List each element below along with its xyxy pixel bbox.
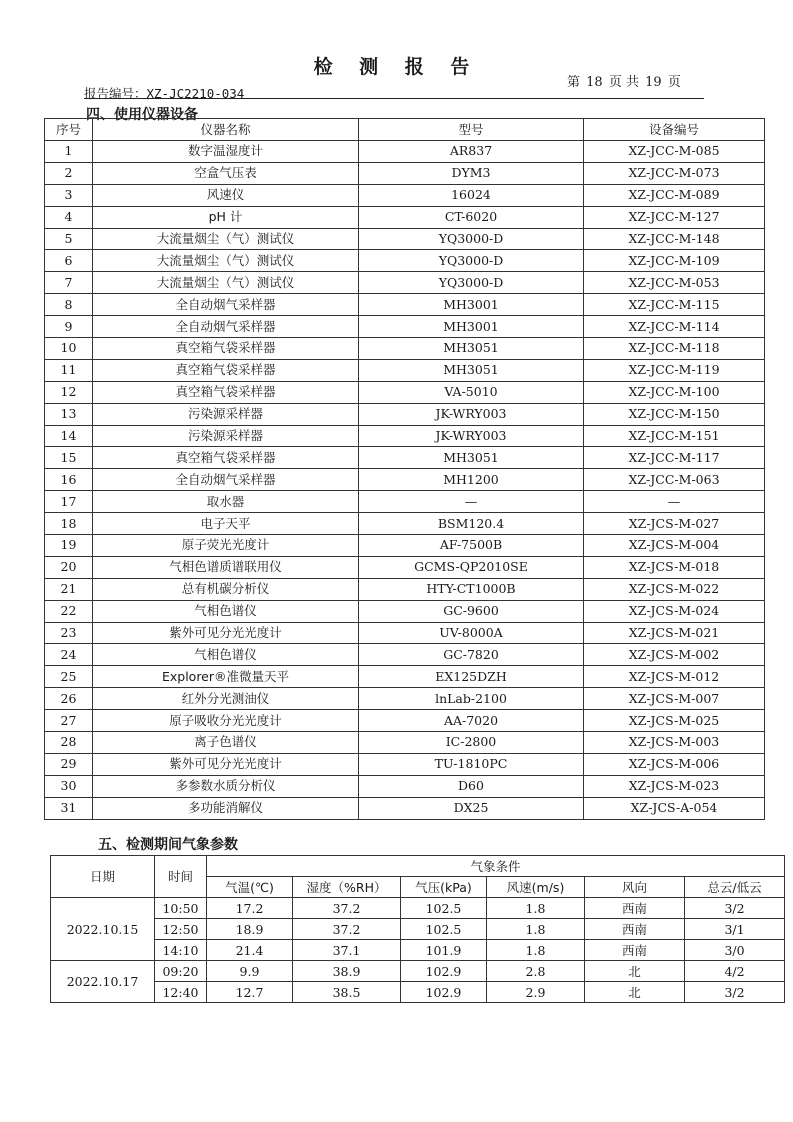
instrument-cell-name: 离子色谱仪	[93, 732, 359, 754]
instrument-cell-index: 9	[45, 316, 93, 338]
instrument-cell-equipment-no: XZ-JCS-M-007	[584, 688, 765, 710]
instrument-cell-equipment-no: XZ-JCC-M-151	[584, 425, 765, 447]
instrument-cell-model: lnLab-2100	[359, 688, 584, 710]
instrument-cell-model: YQ3000-D	[359, 272, 584, 294]
weather-row	[51, 898, 785, 919]
instrument-cell-model: MH1200	[359, 469, 584, 491]
instrument-cell-model: GCMS-QP2010SE	[359, 556, 584, 578]
instrument-cell-name: 全自动烟气采样器	[93, 469, 359, 491]
instrument-cell-index: 15	[45, 447, 93, 469]
instrument-cell-equipment-no: XZ-JCS-M-025	[584, 710, 765, 732]
instrument-cell-model: MH3001	[359, 316, 584, 338]
instrument-cell-equipment-no: XZ-JCC-M-073	[584, 162, 765, 184]
weather-row	[51, 982, 785, 1003]
weather-header-wind-speed: 风速(m/s)	[487, 877, 585, 898]
weather-cell-time: 14:10	[155, 940, 207, 961]
page-info	[567, 71, 683, 90]
weather-cell-wind-speed: 2.8	[487, 961, 585, 982]
instrument-row	[45, 272, 765, 294]
instrument-cell-equipment-no: XZ-JCC-M-119	[584, 359, 765, 381]
weather-cell-wind-speed: 2.9	[487, 982, 585, 1003]
instrument-row	[45, 338, 765, 360]
instrument-cell-equipment-no: XZ-JCS-M-002	[584, 644, 765, 666]
instrument-cell-equipment-no: XZ-JCC-M-085	[584, 141, 765, 163]
instrument-cell-model: HTY-CT1000B	[359, 578, 584, 600]
weather-cell-pressure: 102.5	[401, 898, 487, 919]
weather-cell-cloud: 3/1	[685, 919, 785, 940]
weather-cell-temp: 17.2	[207, 898, 293, 919]
instrument-cell-index: 31	[45, 797, 93, 819]
instrument-cell-equipment-no: XZ-JCS-M-006	[584, 753, 765, 775]
instrument-cell-index: 30	[45, 775, 93, 797]
weather-cell-time: 12:40	[155, 982, 207, 1003]
instrument-cell-model: YQ3000-D	[359, 228, 584, 250]
instrument-cell-index: 26	[45, 688, 93, 710]
instrument-cell-equipment-no: XZ-JCC-M-115	[584, 294, 765, 316]
instrument-cell-name: 全自动烟气采样器	[93, 294, 359, 316]
instrument-cell-name: 气相色谱仪	[93, 644, 359, 666]
instrument-cell-index: 20	[45, 556, 93, 578]
instrument-cell-index: 28	[45, 732, 93, 754]
instrument-cell-model: BSM120.4	[359, 513, 584, 535]
instrument-row	[45, 710, 765, 732]
instrument-cell-equipment-no: XZ-JCC-M-127	[584, 206, 765, 228]
instrument-cell-name: 风速仪	[93, 184, 359, 206]
weather-cell-wind-speed: 1.8	[487, 919, 585, 940]
instrument-cell-index: 14	[45, 425, 93, 447]
instrument-cell-name: 多参数水质分析仪	[93, 775, 359, 797]
weather-header-pressure: 气压(kPa)	[401, 877, 487, 898]
instrument-cell-index: 24	[45, 644, 93, 666]
instrument-cell-index: 13	[45, 403, 93, 425]
weather-cell-pressure: 102.9	[401, 982, 487, 1003]
instrument-cell-equipment-no: XZ-JCS-A-054	[584, 797, 765, 819]
instrument-cell-name: 电子天平	[93, 513, 359, 535]
weather-row	[51, 940, 785, 961]
instrument-row	[45, 622, 765, 644]
instrument-cell-equipment-no: XZ-JCS-M-023	[584, 775, 765, 797]
weather-cell-humidity: 38.5	[293, 982, 401, 1003]
instrument-row	[45, 206, 765, 228]
instrument-row	[45, 797, 765, 819]
instrument-cell-name: 大流量烟尘（气）测试仪	[93, 250, 359, 272]
instrument-row	[45, 359, 765, 381]
instrument-cell-model: MH3051	[359, 338, 584, 360]
instrument-cell-index: 21	[45, 578, 93, 600]
instrument-cell-index: 3	[45, 184, 93, 206]
instrument-cell-name: 污染源采样器	[93, 403, 359, 425]
weather-cell-wind-dir: 西南	[585, 898, 685, 919]
instrument-row	[45, 513, 765, 535]
instrument-cell-model: MH3001	[359, 294, 584, 316]
instrument-cell-name: 紫外可见分光光度计	[93, 753, 359, 775]
instrument-cell-index: 17	[45, 491, 93, 513]
instrument-cell-index: 2	[45, 162, 93, 184]
instrument-cell-model: MH3051	[359, 447, 584, 469]
section4-title: 四、使用仪器设备	[86, 107, 198, 123]
instrument-cell-name: 气相色谱仪	[93, 600, 359, 622]
instrument-cell-model: AR837	[359, 141, 584, 163]
weather-cell-cloud: 3/0	[685, 940, 785, 961]
weather-cell-cloud: 3/2	[685, 982, 785, 1003]
instrument-cell-name: 多功能消解仪	[93, 797, 359, 819]
instrument-cell-model: 16024	[359, 184, 584, 206]
instrument-cell-index: 18	[45, 513, 93, 535]
weather-cell-humidity: 38.9	[293, 961, 401, 982]
instrument-cell-name: 数字温湿度计	[93, 141, 359, 163]
weather-cell-time: 09:20	[155, 961, 207, 982]
instrument-cell-name: 真空箱气袋采样器	[93, 447, 359, 469]
col-header-name: 仪器名称	[93, 119, 359, 141]
weather-header-wind-dir: 风向	[585, 877, 685, 898]
weather-table	[50, 855, 785, 1003]
instrument-cell-name: 大流量烟尘（气）测试仪	[93, 272, 359, 294]
instrument-row	[45, 556, 765, 578]
weather-cell-cloud: 3/2	[685, 898, 785, 919]
weather-header-cloud: 总云/低云	[685, 877, 785, 898]
weather-header-group: 气象条件	[207, 856, 785, 877]
weather-cell-cloud: 4/2	[685, 961, 785, 982]
instrument-cell-equipment-no: XZ-JCS-M-012	[584, 666, 765, 688]
instrument-cell-equipment-no: XZ-JCC-M-117	[584, 447, 765, 469]
weather-cell-time: 12:50	[155, 919, 207, 940]
instrument-cell-index: 29	[45, 753, 93, 775]
instrument-cell-model: UV-8000A	[359, 622, 584, 644]
weather-cell-humidity: 37.2	[293, 919, 401, 940]
instrument-cell-equipment-no: XZ-JCS-M-022	[584, 578, 765, 600]
instrument-row	[45, 732, 765, 754]
instrument-row	[45, 162, 765, 184]
weather-header-humidity: 湿度（%RH）	[293, 877, 401, 898]
instrument-cell-model: TU-1810PC	[359, 753, 584, 775]
instrument-row	[45, 666, 765, 688]
instrument-row	[45, 381, 765, 403]
weather-cell-wind-dir: 北	[585, 961, 685, 982]
instrument-cell-name: pH 计	[93, 206, 359, 228]
instrument-cell-equipment-no: XZ-JCS-M-018	[584, 556, 765, 578]
instrument-cell-equipment-no: —	[584, 491, 765, 513]
instrument-cell-name: 真空箱气袋采样器	[93, 381, 359, 403]
instrument-row	[45, 600, 765, 622]
instrument-cell-index: 16	[45, 469, 93, 491]
instrument-cell-name: 取水器	[93, 491, 359, 513]
col-header-index: 序号	[45, 119, 93, 141]
weather-cell-humidity: 37.2	[293, 898, 401, 919]
page-mid: 页 共	[608, 75, 639, 90]
instrument-row	[45, 294, 765, 316]
instrument-cell-name: 红外分光测油仪	[93, 688, 359, 710]
document-title: 检 测 报 告	[313, 56, 480, 78]
weather-cell-wind-dir: 北	[585, 982, 685, 1003]
instrument-cell-model: —	[359, 491, 584, 513]
instrument-cell-equipment-no: XZ-JCS-M-024	[584, 600, 765, 622]
instrument-cell-model: AA-7020	[359, 710, 584, 732]
weather-header-row-1	[51, 856, 785, 877]
instrument-cell-model: MH3051	[359, 359, 584, 381]
instrument-cell-model: JK-WRY003	[359, 403, 584, 425]
instrument-cell-index: 6	[45, 250, 93, 272]
weather-row	[51, 919, 785, 940]
weather-cell-temp: 18.9	[207, 919, 293, 940]
instrument-cell-equipment-no: XZ-JCC-M-053	[584, 272, 765, 294]
instrument-row	[45, 578, 765, 600]
instrument-row	[45, 447, 765, 469]
instrument-cell-equipment-no: XZ-JCC-M-063	[584, 469, 765, 491]
weather-header-temp: 气温(℃)	[207, 877, 293, 898]
instrument-cell-index: 19	[45, 535, 93, 557]
instrument-cell-equipment-no: XZ-JCC-M-150	[584, 403, 765, 425]
instrument-cell-index: 5	[45, 228, 93, 250]
instrument-row	[45, 753, 765, 775]
weather-cell-wind-speed: 1.8	[487, 898, 585, 919]
weather-cell-temp: 21.4	[207, 940, 293, 961]
instrument-cell-model: EX125DZH	[359, 666, 584, 688]
instrument-cell-model: JK-WRY003	[359, 425, 584, 447]
instrument-cell-index: 10	[45, 338, 93, 360]
instrument-cell-equipment-no: XZ-JCC-M-089	[584, 184, 765, 206]
instrument-cell-name: 紫外可见分光光度计	[93, 622, 359, 644]
instrument-cell-index: 23	[45, 622, 93, 644]
instrument-cell-name: 全自动烟气采样器	[93, 316, 359, 338]
weather-cell-humidity: 37.1	[293, 940, 401, 961]
instrument-cell-name: 原子吸收分光光度计	[93, 710, 359, 732]
instrument-cell-equipment-no: XZ-JCC-M-109	[584, 250, 765, 272]
report-number: 报告编号：XZ-JC2210-034	[84, 86, 245, 101]
instrument-cell-model: AF-7500B	[359, 535, 584, 557]
instrument-cell-model: DX25	[359, 797, 584, 819]
weather-cell-temp: 9.9	[207, 961, 293, 982]
col-header-equipment-no: 设备编号	[584, 119, 765, 141]
instrument-row	[45, 425, 765, 447]
instrument-cell-name: 气相色谱质谱联用仪	[93, 556, 359, 578]
weather-cell-pressure: 101.9	[401, 940, 487, 961]
instrument-cell-model: VA-5010	[359, 381, 584, 403]
instrument-cell-name: 空盒气压表	[93, 162, 359, 184]
instrument-cell-index: 27	[45, 710, 93, 732]
instrument-cell-model: YQ3000-D	[359, 250, 584, 272]
instrument-cell-name: 真空箱气袋采样器	[93, 338, 359, 360]
instrument-row	[45, 141, 765, 163]
weather-cell-pressure: 102.5	[401, 919, 487, 940]
instrument-cell-name: 污染源采样器	[93, 425, 359, 447]
instrument-cell-equipment-no: XZ-JCS-M-021	[584, 622, 765, 644]
instrument-cell-name: Explorer®准微量天平	[93, 666, 359, 688]
weather-row	[51, 961, 785, 982]
instrument-row	[45, 403, 765, 425]
instrument-cell-model: GC-9600	[359, 600, 584, 622]
instrument-cell-equipment-no: XZ-JCC-M-118	[584, 338, 765, 360]
instrument-cell-model: CT-6020	[359, 206, 584, 228]
instrument-row	[45, 228, 765, 250]
instrument-cell-index: 7	[45, 272, 93, 294]
instrument-cell-equipment-no: XZ-JCS-M-004	[584, 535, 765, 557]
instrument-row	[45, 184, 765, 206]
weather-cell-date: 2022.10.15	[51, 898, 155, 961]
weather-header-date: 日期	[51, 856, 155, 898]
instrument-cell-name: 真空箱气袋采样器	[93, 359, 359, 381]
instrument-row	[45, 316, 765, 338]
page-total: 19	[645, 75, 662, 90]
instrument-cell-index: 12	[45, 381, 93, 403]
instrument-row	[45, 644, 765, 666]
page-suffix: 页	[667, 75, 681, 90]
instrument-cell-equipment-no: XZ-JCS-M-003	[584, 732, 765, 754]
instrument-cell-equipment-no: XZ-JCC-M-114	[584, 316, 765, 338]
instrument-header-row	[45, 119, 765, 141]
instrument-cell-index: 11	[45, 359, 93, 381]
col-header-model: 型号	[359, 119, 584, 141]
weather-cell-wind-dir: 西南	[585, 919, 685, 940]
instrument-row	[45, 491, 765, 513]
section5-title: 五、检测期间气象参数	[98, 837, 238, 853]
instrument-row	[45, 775, 765, 797]
instrument-row	[45, 250, 765, 272]
instrument-cell-model: IC-2800	[359, 732, 584, 754]
weather-cell-date: 2022.10.17	[51, 961, 155, 1003]
instrument-cell-model: D60	[359, 775, 584, 797]
weather-cell-temp: 12.7	[207, 982, 293, 1003]
instrument-cell-model: GC-7820	[359, 644, 584, 666]
instrument-cell-index: 1	[45, 141, 93, 163]
weather-cell-wind-speed: 1.8	[487, 940, 585, 961]
weather-cell-wind-dir: 西南	[585, 940, 685, 961]
instrument-cell-index: 25	[45, 666, 93, 688]
weather-cell-pressure: 102.9	[401, 961, 487, 982]
instrument-cell-equipment-no: XZ-JCS-M-027	[584, 513, 765, 535]
instrument-cell-index: 22	[45, 600, 93, 622]
instrument-row	[45, 469, 765, 491]
weather-cell-time: 10:50	[155, 898, 207, 919]
page-prefix: 第	[567, 75, 581, 90]
instrument-row	[45, 688, 765, 710]
weather-header-time: 时间	[155, 856, 207, 898]
instrument-table	[44, 118, 765, 820]
header-rule	[84, 98, 704, 99]
instrument-cell-index: 8	[45, 294, 93, 316]
instrument-cell-equipment-no: XZ-JCC-M-148	[584, 228, 765, 250]
instrument-cell-model: DYM3	[359, 162, 584, 184]
instrument-row	[45, 535, 765, 557]
instrument-cell-equipment-no: XZ-JCC-M-100	[584, 381, 765, 403]
instrument-cell-index: 4	[45, 206, 93, 228]
instrument-cell-name: 原子荧光光度计	[93, 535, 359, 557]
instrument-cell-name: 大流量烟尘（气）测试仪	[93, 228, 359, 250]
page-number: 18	[586, 75, 603, 90]
instrument-cell-name: 总有机碳分析仪	[93, 578, 359, 600]
